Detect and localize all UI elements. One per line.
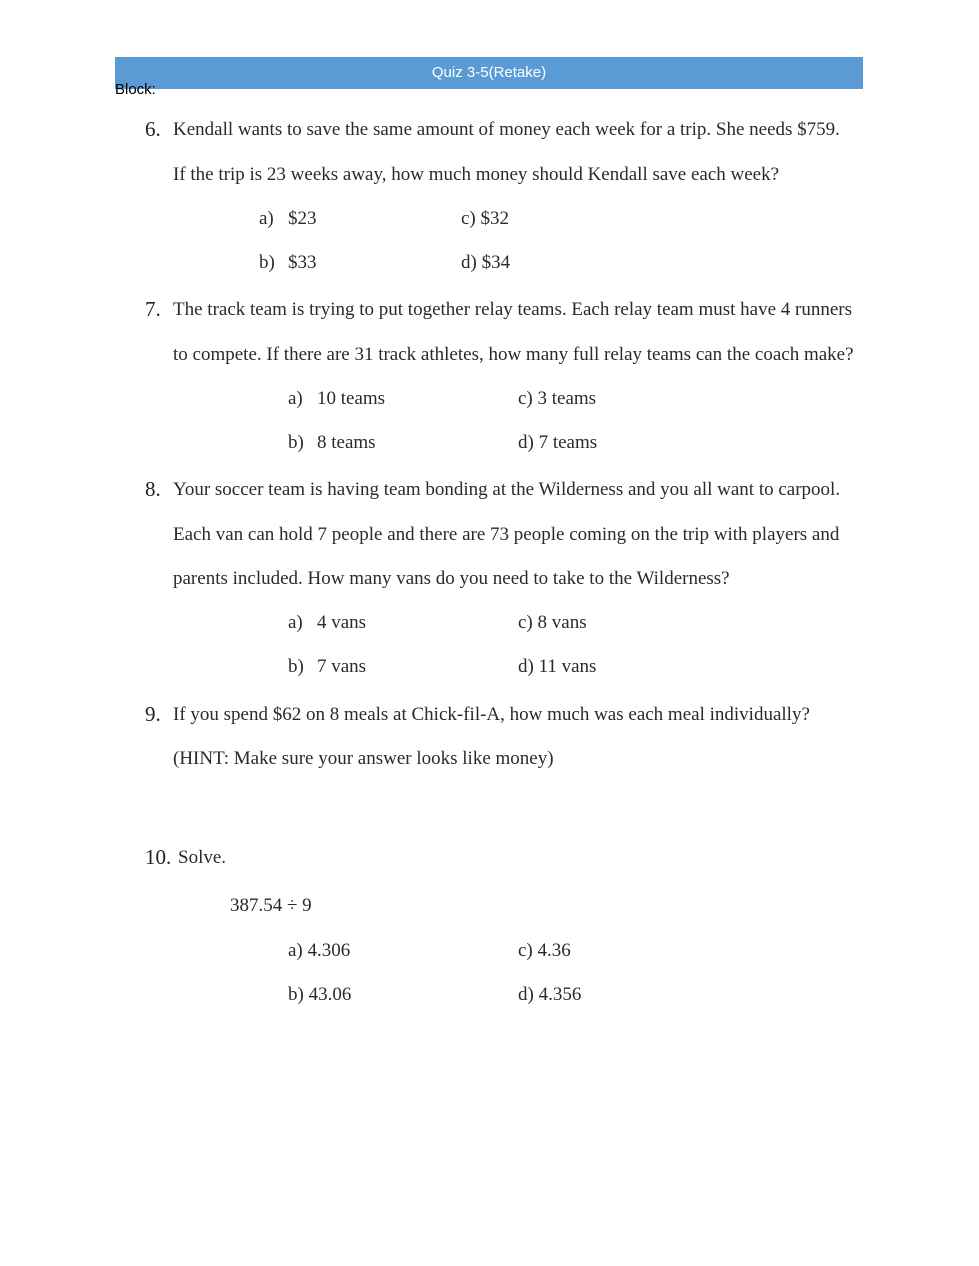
question-7-option-c: c) 3 teams bbox=[518, 388, 597, 409]
question-8-line-1: Your soccer team is having team bonding at the Wilderness and you all want to carpool. bbox=[173, 479, 841, 500]
quiz-title: Quiz 3-5(Retake) bbox=[431, 64, 547, 81]
question-7-option-a: a) 10 teams bbox=[288, 388, 386, 409]
block-field bbox=[115, 81, 256, 96]
question-9-line-2: (HINT: Make sure your answer looks like money) bbox=[173, 748, 554, 769]
block-blank bbox=[160, 81, 256, 96]
question-6-option-d: d) $34 bbox=[461, 252, 511, 273]
question-7-number: 7. bbox=[145, 297, 161, 321]
question-6-option-b: b) $33 bbox=[259, 252, 317, 273]
question-9-line-1: If you spend $62 on 8 meals at Chick-fil-A, how much was each meal individually? bbox=[173, 704, 810, 725]
question-6-number: 6. bbox=[145, 117, 161, 141]
question-8-number: 8. bbox=[145, 477, 161, 501]
question-10-option-a: a) 4.306 bbox=[288, 940, 351, 961]
question-6-option-c: c) $32 bbox=[461, 208, 510, 229]
question-10-number: 10. bbox=[145, 845, 172, 869]
question-7-line-1: The track team is trying to put together relay teams. Each relay team must have 4 runners bbox=[173, 299, 853, 320]
question-10-option-c: c) 4.36 bbox=[518, 940, 571, 961]
question-7-option-b: b) 8 teams bbox=[288, 432, 376, 453]
question-6-line-2: If the trip is 23 weeks away, how much money should Kendall save each week? bbox=[173, 164, 780, 185]
question-7-option-d: d) 7 teams bbox=[518, 432, 598, 453]
question-7-line-2: to compete. If there are 31 track athletes, how many full relay teams can the coach make? bbox=[173, 344, 854, 365]
question-10-option-d: d) 4.356 bbox=[518, 984, 582, 1005]
question-6-option-a: a) $23 bbox=[259, 208, 317, 229]
question-9-number: 9. bbox=[145, 702, 161, 726]
question-10-expression: 387.54 ÷ 9 bbox=[230, 895, 312, 916]
question-8-line-2: Each van can hold 7 people and there are 73 people coming on the trip with players and bbox=[173, 524, 840, 545]
block-label: Block: bbox=[115, 81, 156, 96]
question-8-line-3: parents included. How many vans do you need to take to the Wilderness? bbox=[173, 568, 730, 589]
question-10-option-b: b) 43.06 bbox=[288, 984, 352, 1005]
question-8-option-c: c) 8 vans bbox=[518, 612, 587, 633]
question-8-option-d: d) 11 vans bbox=[518, 656, 597, 677]
question-10-prompt: Solve. bbox=[178, 847, 227, 868]
question-8-option-b: b) 7 vans bbox=[288, 656, 367, 677]
question-8-option-a: a) 4 vans bbox=[288, 612, 367, 633]
question-6-line-1: Kendall wants to save the same amount of money each week for a trip. She needs $759. bbox=[173, 119, 840, 140]
